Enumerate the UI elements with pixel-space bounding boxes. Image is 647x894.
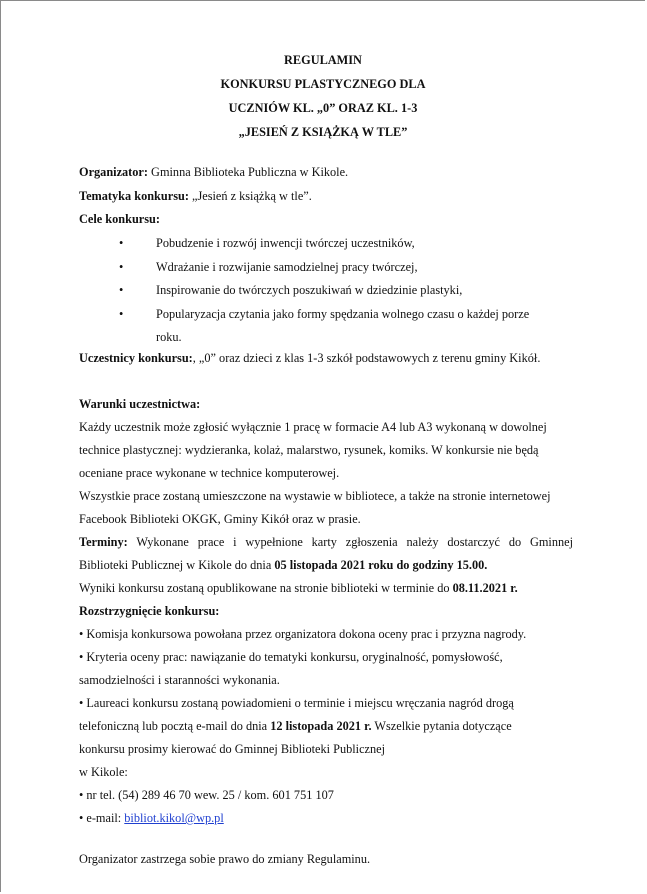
conditions-line: technice plastycznej: wydzieranka, kolaż, malarstwo, rysunek, komiks. W konkursie nie będą	[79, 443, 539, 457]
conditions-heading: Warunki uczestnictwa:	[79, 397, 201, 411]
resolution-bullet: • Kryteria oceny prac: nawiązanie do tematyki konkursu, oryginalność, pomysłowość,	[79, 650, 503, 664]
goal-item: Pobudzenie i rozwój inwencji twórczej uczestników,	[156, 236, 415, 250]
email-prefix: • e-mail:	[79, 811, 125, 825]
theme-line	[79, 189, 312, 204]
deadlines-line-2	[79, 558, 487, 573]
conditions-line: Facebook Biblioteki OKGK, Gminy Kikół oraz w prasie.	[79, 512, 361, 526]
goal-item: Inspirowanie do twórczych poszukiwań w dziedzinie plastyki,	[156, 283, 463, 297]
bullet-icon: •	[119, 236, 124, 250]
participants-label: Uczestnicy konkursu:	[79, 351, 193, 365]
goals-label: Cele konkursu:	[79, 212, 160, 226]
footer-note: Organizator zastrzega sobie prawo do zmiany Regulaminu.	[79, 852, 371, 866]
deadlines-line-1	[79, 535, 573, 550]
bullet-icon: •	[119, 283, 124, 297]
conditions-line: Każdy uczestnik może zgłosić wyłącznie 1 pracę w formacie A4 lub A3 wykonaną w dowolnej	[79, 420, 547, 434]
theme-text: „Jesień z książką w tle”.	[188, 189, 312, 203]
resolution-line: samodzielności i staranności wykonania.	[79, 673, 280, 687]
title-line-4: „JESIEŃ Z KSIĄŻKĄ W TLE”	[238, 125, 408, 139]
bullet-icon: •	[119, 307, 124, 321]
results-text: Wyniki konkursu zostaną opublikowane na stronie biblioteki w terminie do	[79, 581, 453, 595]
resolution-text: telefoniczną lub pocztą e-mail do dnia	[79, 719, 271, 733]
title-line-3: UCZNIÓW KL. „0” ORAZ KL. 1-3	[228, 101, 418, 115]
deadline-date: 05 listopada 2021 roku do godziny 15.00.	[274, 558, 488, 572]
bullet-icon: •	[119, 260, 124, 274]
resolution-line: konkursu prosimy kierować do Gminnej Biblioteki Publicznej	[79, 742, 386, 756]
resolution-bullet: • Laureaci konkursu zostaną powiadomieni o terminie i miejscu wręczania nagród drogą	[79, 696, 514, 710]
theme-label: Tematyka konkursu:	[79, 189, 189, 203]
contact-email-line	[79, 811, 224, 826]
resolution-heading: Rozstrzygnięcie konkursu:	[79, 604, 220, 618]
goal-item-continuation: roku.	[156, 330, 182, 344]
resolution-line: w Kikole:	[79, 765, 128, 779]
title-line-2: KONKURSU PLASTYCZNEGO DLA	[220, 77, 426, 91]
participants-line	[79, 351, 540, 366]
conditions-line: oceniane prace wykonane w technice komputerowej.	[79, 466, 340, 480]
resolution-bullet: • Komisja konkursowa powołana przez organizatora dokona oceny prac i przyzna nagrody.	[79, 627, 527, 641]
resolution-text: Wszelkie pytania dotyczące	[371, 719, 512, 733]
goal-item: Popularyzacja czytania jako formy spędzania wolnego czasu o każdej porze	[156, 307, 530, 321]
organizer-text: Gminna Biblioteka Publiczna w Kikole.	[147, 165, 349, 179]
deadlines-label: Terminy:	[79, 535, 128, 549]
deadlines-text: Wykonane prace i wypełnione karty zgłoszenia należy dostarczyć do Gminnej	[127, 535, 573, 549]
notification-date: 12 listopada 2021 r.	[270, 719, 372, 733]
results-line	[79, 581, 518, 596]
regulation-title	[1, 48, 645, 144]
organizer-label: Organizator:	[79, 165, 148, 179]
title-line-1: REGULAMIN	[284, 53, 362, 67]
participants-text: , „0” oraz dzieci z klas 1-3 szkół podstawowych z terenu gminy Kikół.	[192, 351, 541, 365]
email-link[interactable]: bibliot.kikol@wp.pl	[124, 811, 224, 825]
resolution-line	[79, 719, 512, 734]
goal-item: Wdrażanie i rozwijanie samodzielnej pracy twórczej,	[156, 260, 418, 274]
deadlines-text: Biblioteki Publicznej w Kikole do dnia	[79, 558, 275, 572]
results-date: 08.11.2021 r.	[452, 581, 518, 595]
contact-phone: • nr tel. (54) 289 46 70 wew. 25 / kom. 601 751 107	[79, 788, 334, 802]
organizer-line	[79, 165, 348, 180]
conditions-line: Wszystkie prace zostaną umieszczone na wystawie w bibliotece, a także na stronie internetowej	[79, 489, 551, 503]
